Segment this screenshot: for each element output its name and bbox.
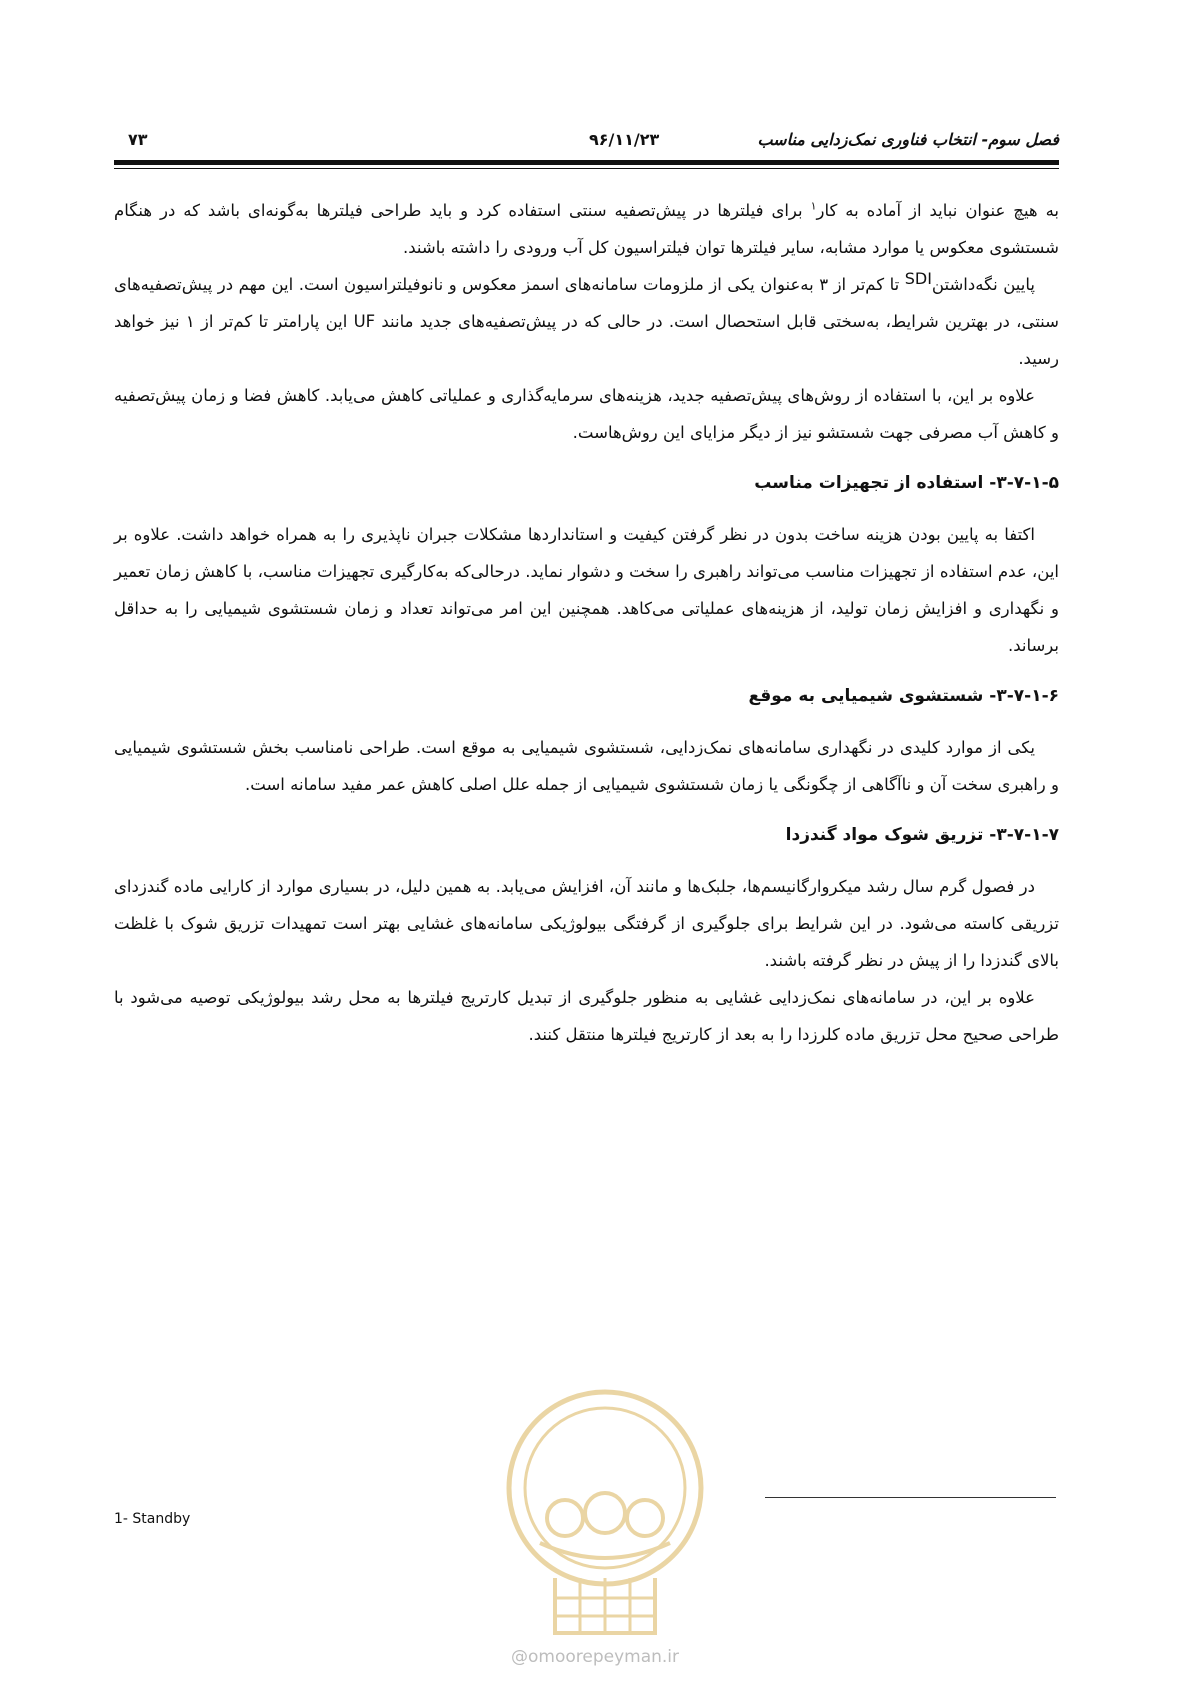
header-rule-thick [114,160,1059,165]
seal-icon [485,1368,725,1638]
body-text [114,192,1059,1053]
footnote-rule [765,1497,1056,1498]
section-heading: ۳-۷-۱-۶- شستشوی شیمیایی به موقع [748,686,1059,706]
footnote: 1- Standby [114,1511,191,1527]
paragraph-text: برای فیلترها در پیش‌تصفیه سنتی استفاده کرد و باید طراحی فیلترها به‌گونه‌ای باشد که در هنگام شستشوی معکوس یا موارد مشابه، سایر فیلترها توان فیلتراسیون کل آب ورودی را داشته باشند. [114,201,1059,257]
paragraph-text: پایین نگه‌داشتن [931,275,1035,294]
paragraph [114,192,1059,266]
paragraph: علاوه بر این، در سامانه‌های نمک‌زدایی غشایی به منظور جلوگیری از تبدیل کارتریج فیلترها به محل رشد بیولوژیکی توصیه می‌شود با طراحی صحیح محل تزریق ماده کلرزدا را به بعد از کارتریج فیلترها منتقل کنند. [114,988,1059,1044]
header-rule-thin [114,168,1059,169]
paragraph-text: تا کم‌تر از ۳ به‌عنوان یکی از ملزومات سامانه‌های اسمز معکوس و نانوفیلتراسیون است. این مهم در پیش‌تصفیه‌های سنتی، در بهترین شرایط، به‌سختی قابل استحصال است. در حالی که در پیش‌تصفیه‌های جدید مانند UF این پارامتر تا کم‌تر از ۱ نیز خواهد رسید. [114,275,1059,368]
paragraph [114,266,1059,377]
watermark-logo [485,1368,725,1638]
header-date: ۹۶/۱۱/۲۳ [589,130,660,149]
paragraph: یکی از موارد کلیدی در نگهداری سامانه‌های نمک‌زدایی، شستشوی شیمیایی به موقع است. طراحی نامناسب بخش شستشوی شیمیایی و راهبری سخت آن و ناآگاهی از چگونگی یا زمان شستشوی شیمیایی از جمله علل اصلی کاهش عمر مفید سامانه است. [114,738,1059,794]
watermark-site: @omoorepeyman.ir [510,1647,680,1667]
paragraph: در فصول گرم سال رشد میکروارگانیسم‌ها، جلبک‌ها و مانند آن، افزایش می‌یابد. به همین دلیل، در بسیاری موارد از کارایی ماده گندزدای تزریقی کاسته می‌شود. در این شرایط برای جلوگیری از گرفتگی بیولوژیکی سامانه‌های غشایی بهتر است تمهیدات تزریق شوک با غلظت بالای گندزدا را از پیش در نظر گرفته باشند. [114,877,1059,970]
paragraph-text: به هیچ عنوان نباید از آماده به کار [816,201,1060,220]
section-heading: ۳-۷-۱-۵- استفاده از تجهیزات مناسب [754,473,1059,493]
chapter-title: فصل سوم- انتخاب فناوری نمک‌زدایی مناسب [757,130,1059,149]
page-number: ۷۳ [128,130,148,149]
paragraph: اکتفا به پایین بودن هزینه ساخت بدون در نظر گرفتن کیفیت و استانداردها مشکلات جبران ناپذیری را به همراه خواهد داشت. علاوه بر این، عدم استفاده از تجهیزات مناسب می‌تواند راهبری را سخت و دشوار نماید. درحالی‌که به‌کارگیری تجهیزات مناسب، با کاهش زمان تعمیر و نگهداری و افزایش زمان تولید، از هزینه‌های عملیاتی می‌کاهد. همچنین این امر می‌تواند تعداد و زمان شستشوی شیمیایی را به حداقل برساند. [114,525,1059,655]
footnote-ref[interactable]: ۱ [810,199,817,213]
paragraph: علاوه بر این، با استفاده از روش‌های پیش‌تصفیه جدید، هزینه‌های سرمایه‌گذاری و عملیاتی کاهش می‌یابد. کاهش فضا و زمان پیش‌تصفیه و کاهش آب مصرفی جهت شستشو نیز از دیگر مزایای این روش‌هاست. [114,386,1059,442]
section-heading: ۳-۷-۱-۷- تزریق شوک مواد گندزدا [785,825,1059,845]
page-header [114,126,1059,154]
sdi-label: SDI [904,269,932,288]
